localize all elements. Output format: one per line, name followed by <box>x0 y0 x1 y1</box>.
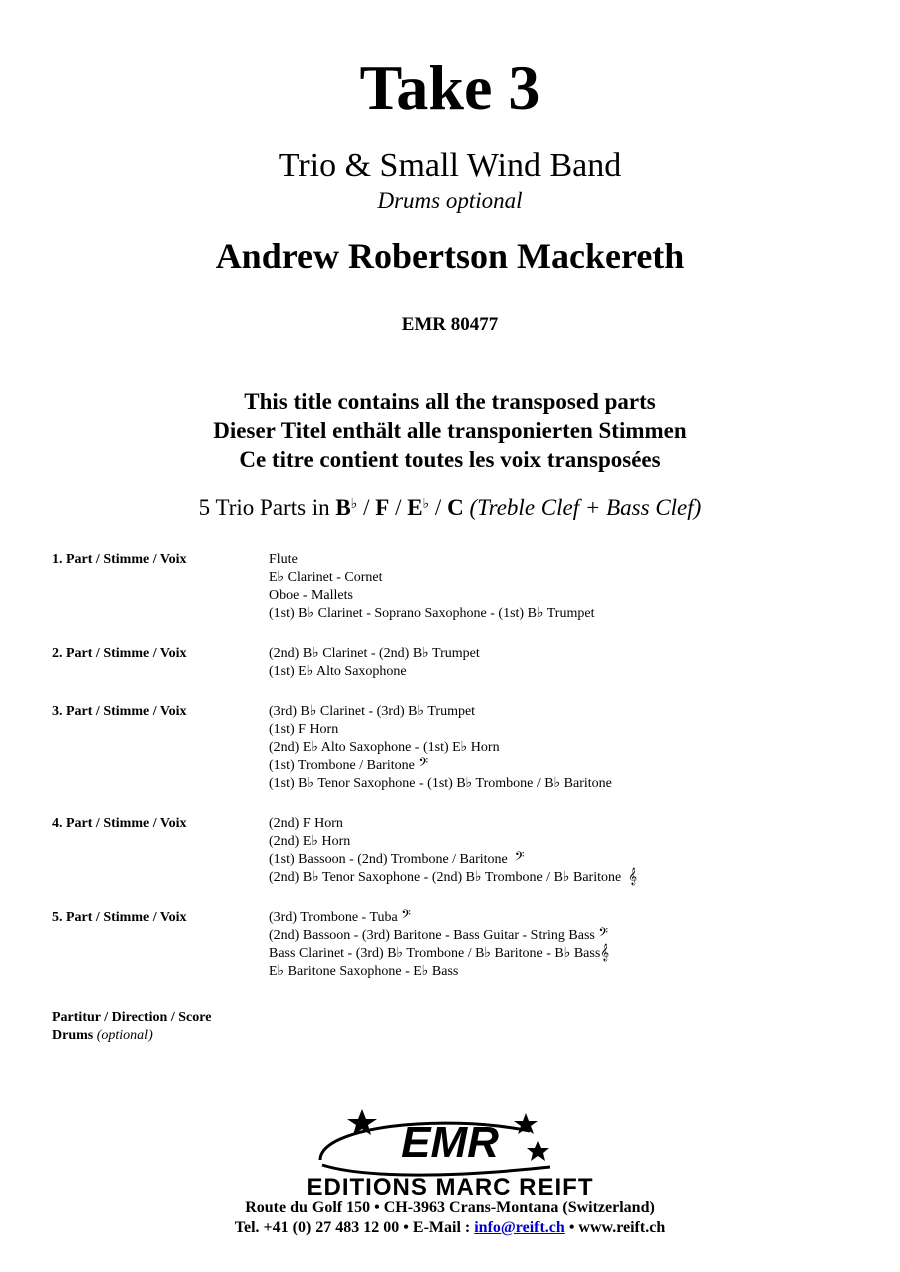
publisher-logo <box>300 1105 600 1203</box>
part-5-line: (3rd) Trombone - Tuba 𝄢 <box>269 909 411 925</box>
part-5-line: Bass Clarinet - (3rd) B♭ Trombone / B♭ Baritone - B♭ Bass𝄞 <box>269 945 610 961</box>
bass-clef-icon: 𝄢 <box>418 757 428 773</box>
key-f: F <box>375 495 390 520</box>
part-5-line: (2nd) Bassoon - (3rd) Baritone - Bass Guitar - String Bass 𝄢 <box>269 927 608 943</box>
part-3-line: (2nd) E♭ Alto Saxophone - (1st) E♭ Horn <box>269 740 500 755</box>
clef-note: (Treble Clef + Bass Clef) <box>469 495 702 520</box>
key-c: C <box>447 495 464 520</box>
trio-parts-line: 5 Trio Parts in B♭ / F / E♭ / C (Treble Clef + Bass Clef) <box>198 495 702 520</box>
title: Take 3 <box>359 52 541 123</box>
part-3-label: 3. Part / Stimme / Voix <box>52 704 187 719</box>
composer: Andrew Robertson Mackereth <box>215 236 685 276</box>
part-4-line: (2nd) E♭ Horn <box>269 834 351 849</box>
part-4-line: (2nd) B♭ Tenor Saxophone - (2nd) B♭ Trombone / B♭ Baritone 𝄞 <box>269 869 638 885</box>
catalog-number: EMR 80477 <box>401 314 499 335</box>
part-1-line: (1st) B♭ Clarinet - Soprano Saxophone - (1st) B♭ Trumpet <box>269 606 595 621</box>
subtitle-note: Drums optional <box>377 188 523 213</box>
svg-text:EDITIONS MARC REIFT: EDITIONS MARC REIFT <box>306 1174 594 1201</box>
part-1-line: Oboe - Mallets <box>269 588 353 603</box>
part-4-line: (1st) Bassoon - (2nd) Trombone / Baritone 𝄢 <box>269 851 525 867</box>
contains-english: This title contains all the transposed parts <box>244 389 656 414</box>
part-3-line: (1st) F Horn <box>269 722 339 737</box>
treble-clef-icon: 𝄞 <box>628 869 638 885</box>
publisher-contact: Tel. +41 (0) 27 483 12 00 • E-Mail : info@reift.ch • www.reift.ch <box>234 1219 666 1236</box>
svg-text:EMR: EMR <box>401 1118 499 1167</box>
bass-clef-icon: 𝄢 <box>514 851 525 867</box>
contains-german: Dieser Titel enthält alle transponierten Stimmen <box>213 418 687 443</box>
part-5-label: 5. Part / Stimme / Voix <box>52 910 187 925</box>
trio-prefix: 5 Trio Parts in <box>198 495 330 520</box>
email-link[interactable]: info@reift.ch <box>474 1219 565 1236</box>
key-b: B♭ <box>335 495 358 520</box>
part-2-label: 2. Part / Stimme / Voix <box>52 646 187 661</box>
publisher-address: Route du Golf 150 • CH-3963 Crans-Montana (Switzerland) <box>245 1199 655 1216</box>
treble-clef-icon: 𝄞 <box>600 945 610 961</box>
part-3-line: (3rd) B♭ Clarinet - (3rd) B♭ Trumpet <box>269 704 476 719</box>
part-4-line: (2nd) F Horn <box>269 816 343 831</box>
bass-clef-icon: 𝄢 <box>598 927 608 943</box>
key-e: E♭ <box>407 495 430 520</box>
part-1-line: E♭ Clarinet - Cornet <box>269 570 383 585</box>
bass-clef-icon: 𝄢 <box>401 909 411 925</box>
part-1-label: 1. Part / Stimme / Voix <box>52 552 187 567</box>
score-label: Partitur / Direction / Score <box>52 1010 212 1025</box>
part-3-line: (1st) Trombone / Baritone 𝄢 <box>269 757 428 773</box>
part-4-label: 4. Part / Stimme / Voix <box>52 816 187 831</box>
subtitle: Trio & Small Wind Band <box>278 147 622 184</box>
part-2-line: (2nd) B♭ Clarinet - (2nd) B♭ Trumpet <box>269 646 480 661</box>
contains-french: Ce titre contient toutes les voix transposées <box>239 447 661 472</box>
part-2-line: (1st) E♭ Alto Saxophone <box>269 664 407 679</box>
part-1-line: Flute <box>269 552 298 567</box>
part-3-line: (1st) B♭ Tenor Saxophone - (1st) B♭ Trombone / B♭ Baritone <box>269 776 612 791</box>
part-5-line: E♭ Baritone Saxophone - E♭ Bass <box>269 964 459 979</box>
drums-label: Drums (optional) <box>52 1028 153 1043</box>
